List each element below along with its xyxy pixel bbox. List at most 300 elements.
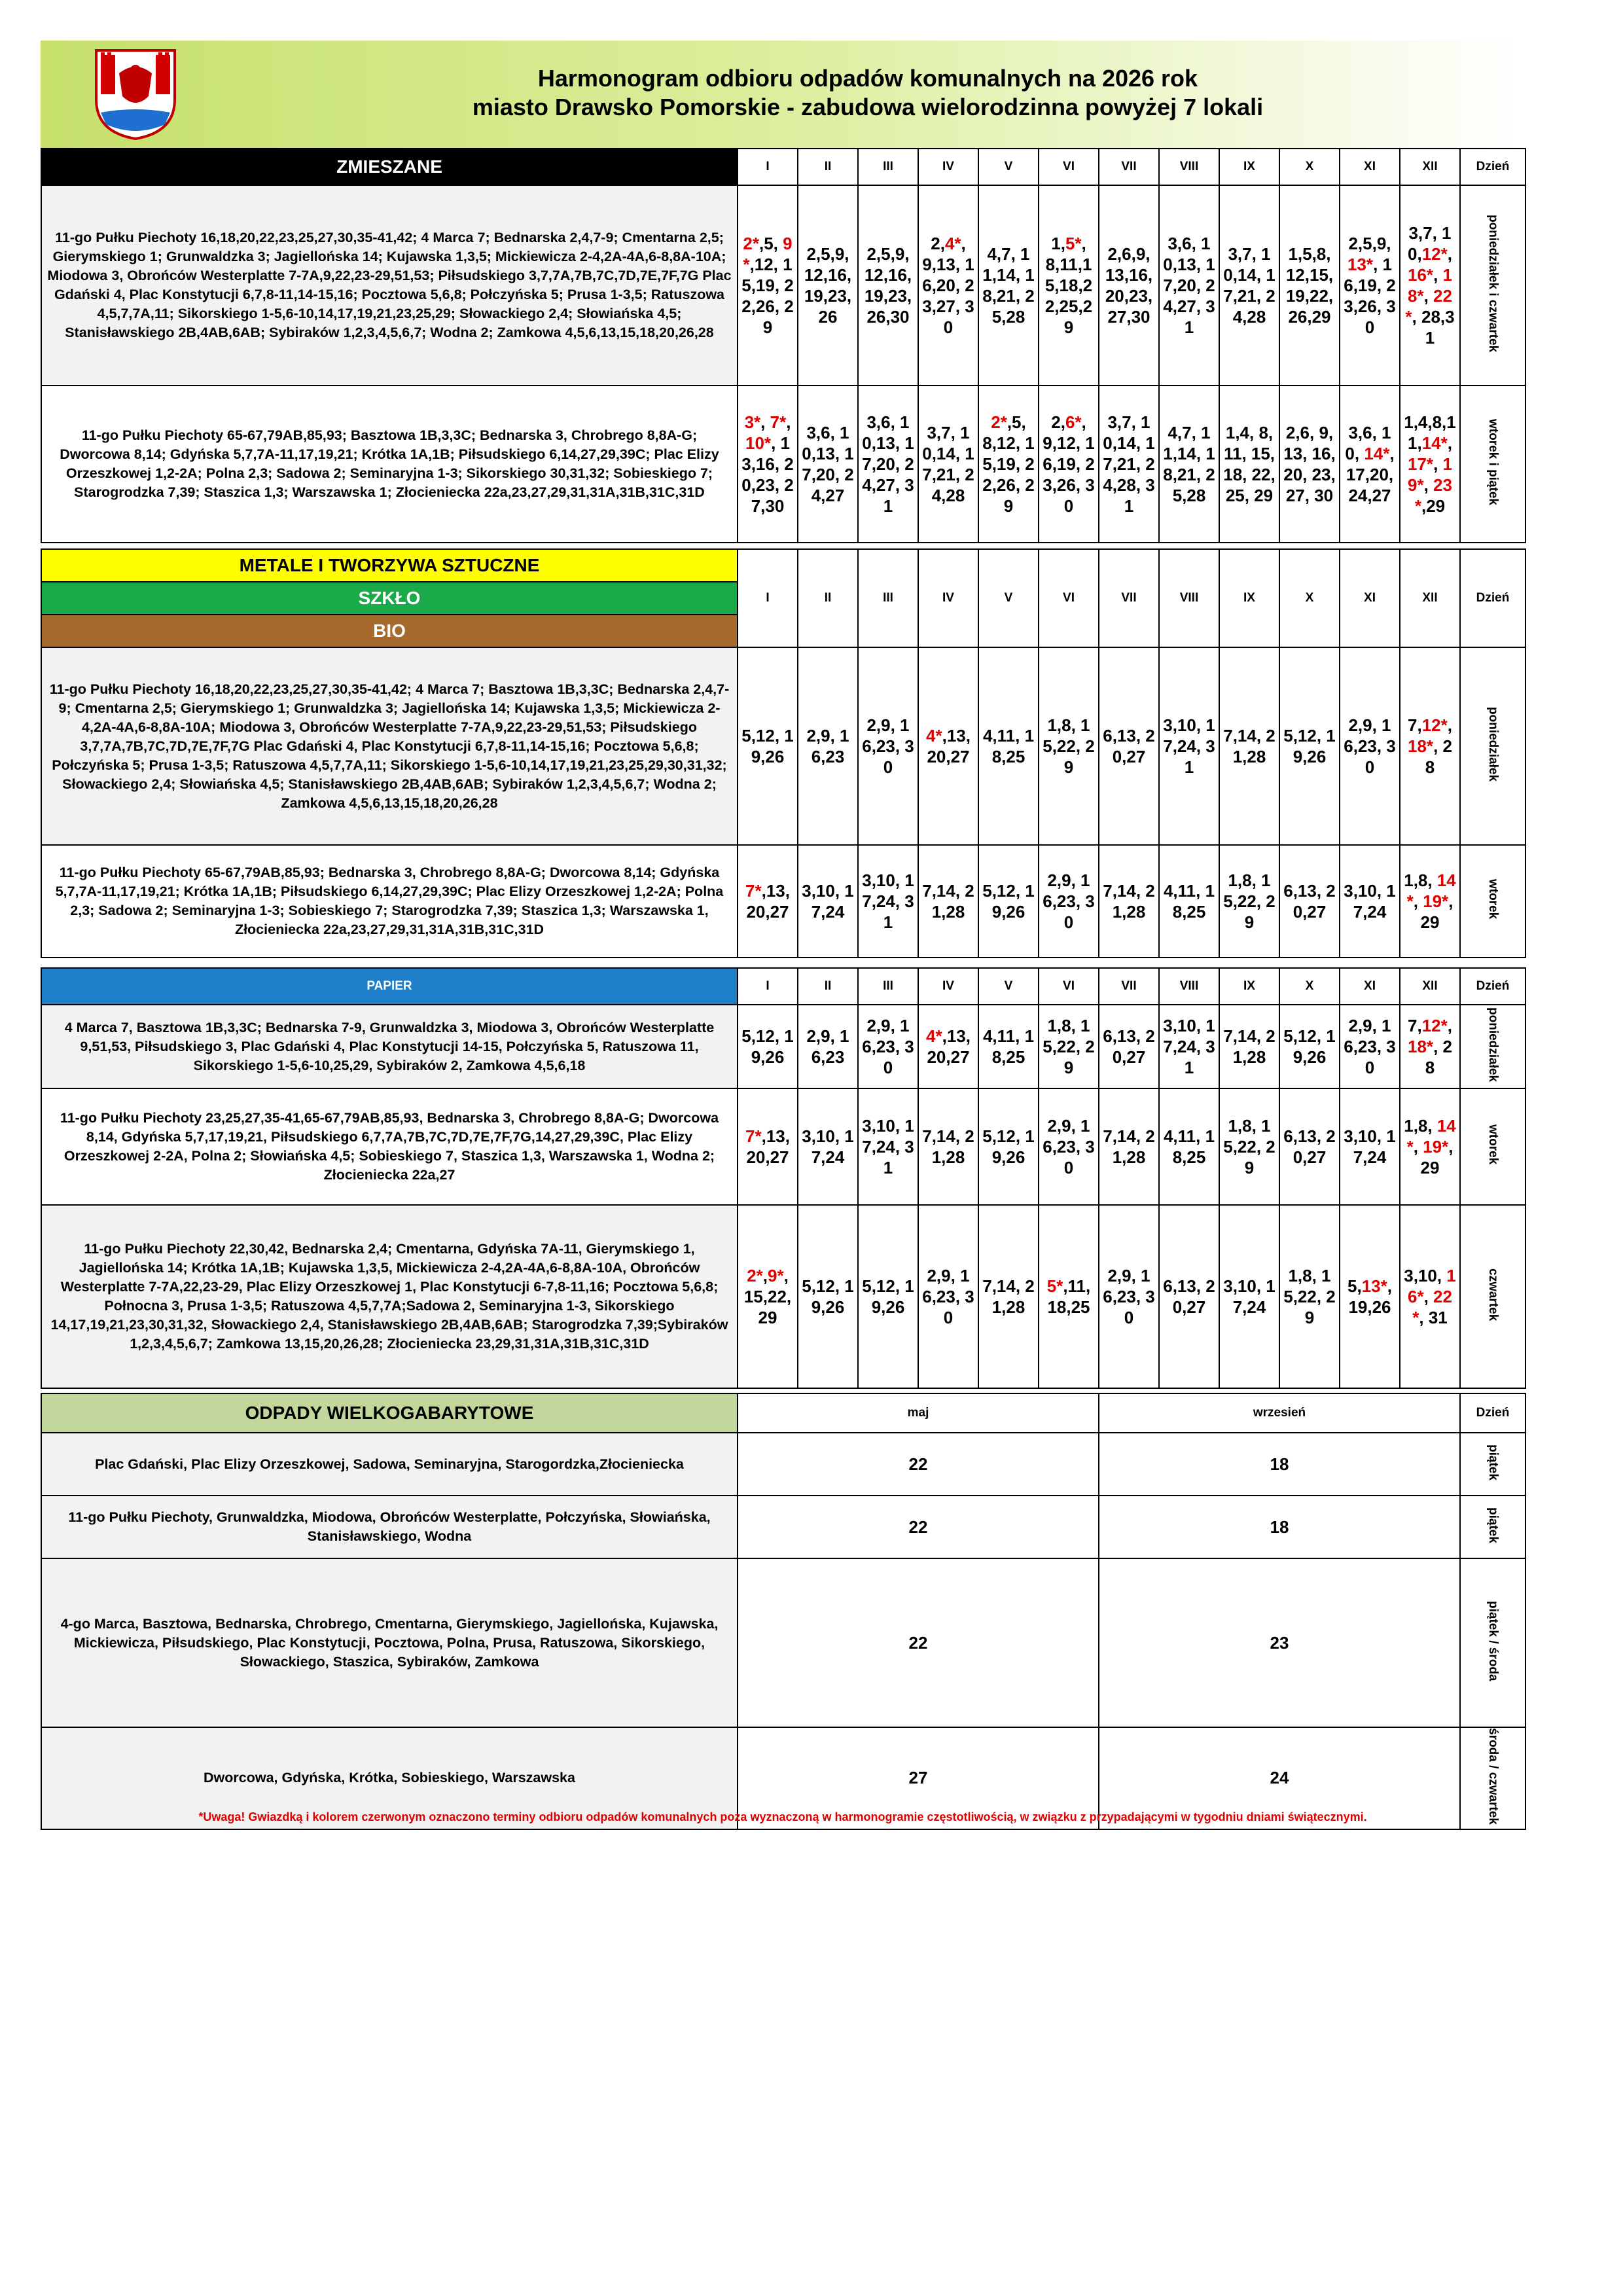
- date-wrzesien: 18: [1099, 1433, 1460, 1496]
- weekday-cell: [1460, 1558, 1525, 1727]
- date-text: 6,13, 20,27: [1103, 726, 1155, 766]
- dates-cell-iv: [918, 1205, 978, 1388]
- date-text: 3,7, 10,14, 17,21, 24,28: [922, 423, 974, 505]
- title-line-1: Harmonogram odbioru odpadów komunalnych na 2026 rok: [537, 65, 1198, 92]
- papier-table: [41, 967, 1526, 1389]
- month-header-iii: III: [858, 149, 918, 185]
- day-header: Dzień: [1460, 549, 1525, 647]
- date-text: 3,10, 17,24: [802, 881, 854, 922]
- month-header-ix: IX: [1219, 149, 1279, 185]
- holiday-date: 14*: [1406, 1116, 1456, 1157]
- month-header-xii: XII: [1400, 149, 1460, 185]
- dates-cell-v: [978, 1205, 1039, 1388]
- date-text: ,29: [1420, 1137, 1454, 1177]
- dates-cell-x: [1279, 845, 1340, 958]
- month-header-i: I: [738, 149, 798, 185]
- date-text: 4,7, 11,14, 18,21, 25,28: [1163, 423, 1215, 505]
- dates-cell-vii: [1099, 647, 1159, 845]
- weekday-cell: [1460, 1005, 1525, 1088]
- month-header-viii: VIII: [1159, 149, 1219, 185]
- date-text: 5,12, 19,26: [862, 1276, 914, 1317]
- date-text: 7,: [1408, 715, 1422, 735]
- dates-cell-i: [738, 386, 798, 543]
- dates-cell-vii: [1099, 386, 1159, 543]
- date-wrzesien: 23: [1099, 1558, 1460, 1727]
- month-header-vii: VII: [1099, 149, 1159, 185]
- holiday-date: 4*: [944, 234, 961, 253]
- address-cell: Plac Gdański, Plac Elizy Orzeszkowej, Sadowa, Seminaryjna, Starogordzka,Złocieniecka: [41, 1433, 738, 1496]
- date-text: 5,12, 19,26: [741, 726, 794, 766]
- dates-cell-ii: [798, 185, 858, 386]
- date-text: , 28: [1425, 1037, 1452, 1077]
- month-header-viii: VIII: [1159, 968, 1219, 1005]
- date-text: 3,6, 10,: [1345, 423, 1391, 463]
- weekday-cell: [1460, 845, 1525, 958]
- dates-cell-vii: [1099, 845, 1159, 958]
- month-header-vi: VI: [1039, 549, 1099, 647]
- holiday-date: 7*: [770, 412, 787, 432]
- date-text: , 9,12, 16,19, 23,26, 30: [1043, 412, 1095, 516]
- date-text: 6,13, 20,27: [1283, 881, 1336, 922]
- date-text: 1,8, 15,22, 29: [1043, 1016, 1095, 1077]
- date-maj: 22: [738, 1433, 1099, 1496]
- month-header-i: I: [738, 549, 798, 647]
- date-text: 2,6,9, 13,16, 20,23, 27,30: [1105, 244, 1153, 327]
- holiday-date: 6*: [1065, 412, 1082, 432]
- month-header-v: V: [978, 549, 1039, 647]
- date-text: 7,14, 21,28: [922, 1126, 974, 1167]
- schedule-row: [41, 1005, 1525, 1088]
- month-header-iv: IV: [918, 968, 978, 1005]
- coat-of-arms-icon: [93, 47, 178, 141]
- dates-cell-ix: [1219, 185, 1279, 386]
- month-header-iv: IV: [918, 149, 978, 185]
- month-header-iv: IV: [918, 549, 978, 647]
- address-cell: 11-go Pułku Piechoty 16,18,20,22,23,25,27,30,35-41,42; 4 Marca 7; Bednarska 2,4,7-9; Cmentarna 2,5; Gierymskiego 1; Grunwaldzka 3; Jagiellońska 14; Kujawska 1,3,5; Mickiewicza 2-4,2A-4A,6-8,8A-10A; Miodowa 3, Obrońców Westerplatte 7-7A,9,22,23-29,51,53; Piłsudskiego 3,7,7A,7B,7C,7D,7E,7F,7G Plac Gdański 4, Plac Konstytucji 6,7,8-11,14-15,16; Pocztowa 5,6,8; Połczyńska 5; Prusa 1-3,5; Ratuszowa 4,5,7,7A,11; Sikorskiego 1-5,6-10,14,17,19,21,23,25,29; Słowackiego 2,4; Słowiańska 4,5; Stanisławskiego 2B,4AB,6AB; Sybiraków 1,2,3,4,5,6,7; Wodna 2; Zamkowa 4,5,6,13,15,18,20,26,28: [41, 185, 738, 386]
- dates-cell-ii: [798, 845, 858, 958]
- month-header-xi: XI: [1340, 549, 1400, 647]
- month-header-i: I: [738, 968, 798, 1005]
- dates-cell-v: [978, 386, 1039, 543]
- address-cell: 11-go Pułku Piechoty, Grunwaldzka, Miodowa, Obrońców Westerplatte, Połczyńska, Słowiańska, Stanisławskiego, Wodna: [41, 1496, 738, 1558]
- date-text: 3,6, 10,13, 17,20, 24,27: [802, 423, 854, 505]
- dates-cell-xi: [1340, 1005, 1400, 1088]
- dates-cell-xii: [1400, 386, 1460, 543]
- dates-cell-x: [1279, 1088, 1340, 1205]
- month-header-xi: XI: [1340, 968, 1400, 1005]
- date-text: ,: [1423, 1287, 1434, 1306]
- address-cell: 4-go Marca, Basztowa, Bednarska, Chrobrego, Cmentarna, Gierymskiego, Jagiellońska, Kujawska, Mickiewicza, Piłsudskiego, Plac Konstytucji, Pocztowa, Polna, Prusa, Ratuszowa, Sikorskiego, Słowackiego, Staszica, Sybiraków, Zamkowa: [41, 1558, 738, 1727]
- segregowane-table: [41, 548, 1526, 958]
- date-text: 2,9, 16,23: [806, 726, 849, 766]
- schedule-row: [41, 845, 1525, 958]
- date-text: 7,14, 21,28: [1103, 881, 1155, 922]
- dates-cell-iii: [858, 386, 918, 543]
- date-text: , 17,20, 24,27: [1346, 444, 1395, 505]
- dates-cell-viii: [1159, 1088, 1219, 1205]
- date-text: 7,14, 21,28: [1223, 1026, 1275, 1067]
- dates-cell-xii: [1400, 647, 1460, 845]
- dates-cell-ii: [798, 1005, 858, 1088]
- holiday-date: 18*: [1408, 1037, 1434, 1056]
- date-text: 1,8, 15,22, 29: [1223, 1116, 1275, 1177]
- date-text: 4,11, 18,25: [982, 1026, 1035, 1067]
- dates-cell-ix: [1219, 845, 1279, 958]
- date-text: ,: [1413, 1137, 1423, 1157]
- weekday-cell: [1460, 1088, 1525, 1205]
- holiday-date: 3*: [744, 412, 761, 432]
- dates-cell-ix: [1219, 1205, 1279, 1388]
- zmieszane-header-row: [41, 149, 1525, 185]
- wielkogabarytowe-table: [41, 1393, 1526, 1830]
- dates-cell-vi: [1039, 386, 1099, 543]
- holiday-date: 18*: [1408, 736, 1434, 756]
- dates-cell-xii: [1400, 845, 1460, 958]
- date-text: 5,: [1347, 1276, 1362, 1296]
- date-text: ,5, 8,12, 15,19, 22,26, 29: [982, 412, 1035, 516]
- weekday-label: czwartek: [1486, 1268, 1500, 1321]
- dates-cell-iii: [858, 1005, 918, 1088]
- wielko-row: [41, 1496, 1525, 1558]
- date-text: 1,5,8, 12,15, 19,22, 26,29: [1285, 244, 1334, 327]
- weekday-label: wtorek i piątek: [1486, 419, 1500, 505]
- holiday-date: 19*: [1423, 891, 1449, 911]
- wielko-row: [41, 1558, 1525, 1727]
- weekday-cell: [1460, 1496, 1525, 1558]
- section-label-bio: BIO: [41, 615, 738, 647]
- month-header-xii: XII: [1400, 968, 1460, 1005]
- date-text: 2,5,9,: [1348, 234, 1391, 253]
- date-text: ,: [1413, 891, 1423, 911]
- schedule-row: [41, 185, 1525, 386]
- date-text: 2,9, 16,23, 30: [1043, 1116, 1095, 1177]
- date-text: 5,12, 19,26: [1283, 726, 1336, 766]
- date-text: 3,10, 17,24, 31: [862, 870, 914, 932]
- dates-cell-vi: [1039, 1088, 1099, 1205]
- date-text: 6,13, 20,27: [1163, 1276, 1215, 1317]
- section-label-wielkogabarytowe: ODPADY WIELKOGABARYTOWE: [41, 1393, 738, 1433]
- month-header-x: X: [1279, 968, 1340, 1005]
- weekday-label: wtorek: [1486, 879, 1500, 920]
- dates-cell-iv: [918, 1088, 978, 1205]
- month-header-xi: XI: [1340, 149, 1400, 185]
- holiday-date: 14*: [1364, 444, 1390, 463]
- dates-cell-ii: [798, 1205, 858, 1388]
- date-text: 4,11, 18,25: [982, 726, 1035, 766]
- papier-header-row: [41, 968, 1525, 1005]
- month-header-viii: VIII: [1159, 549, 1219, 647]
- dates-cell-ix: [1219, 647, 1279, 845]
- schedule-row: [41, 386, 1525, 543]
- weekday-cell: [1460, 1205, 1525, 1388]
- holiday-date: 9*: [743, 234, 793, 274]
- dates-cell-ix: [1219, 1005, 1279, 1088]
- day-header: Dzień: [1460, 1393, 1525, 1433]
- section-label-szklo: SZKŁO: [41, 582, 738, 615]
- date-text: 7,: [1408, 1016, 1422, 1035]
- month-header-xii: XII: [1400, 549, 1460, 647]
- date-text: 4,11, 18,25: [1163, 1126, 1215, 1167]
- date-text: 3,10,: [1404, 1266, 1447, 1285]
- month-header-wrzesien: wrzesień: [1099, 1393, 1460, 1433]
- holiday-date: 18*: [1408, 265, 1452, 306]
- holiday-date: 10*: [745, 433, 772, 453]
- date-text: 3,7, 10,14, 17,21, 24,28: [1223, 244, 1275, 327]
- holiday-date: 2*: [747, 1266, 763, 1285]
- dates-cell-i: [738, 1205, 798, 1388]
- date-text: 2,: [1051, 412, 1065, 432]
- dates-cell-xi: [1340, 185, 1400, 386]
- date-text: ,13, 20,27: [746, 881, 790, 922]
- dates-cell-ii: [798, 1088, 858, 1205]
- month-header-ii: II: [798, 968, 858, 1005]
- date-text: 2,9, 16,23, 30: [1344, 715, 1396, 777]
- weekday-label: piątek: [1486, 1507, 1500, 1543]
- holiday-date: 9*: [768, 1266, 784, 1285]
- zmieszane-table: [41, 148, 1526, 543]
- day-header: Dzień: [1460, 968, 1525, 1005]
- month-header-v: V: [978, 968, 1039, 1005]
- date-text: ,: [1423, 286, 1434, 306]
- dates-cell-xi: [1340, 647, 1400, 845]
- dates-cell-iii: [858, 185, 918, 386]
- date-text: 7,14, 21,28: [1223, 726, 1275, 766]
- dates-cell-xi: [1340, 1205, 1400, 1388]
- date-text: , 29: [1420, 891, 1454, 932]
- date-text: ,: [1447, 1016, 1452, 1035]
- date-text: , 31: [1419, 1308, 1448, 1327]
- dates-cell-ix: [1219, 386, 1279, 543]
- address-cell: Dworcowa, Gdyńska, Krótka, Sobieskiego, Warszawska: [41, 1727, 738, 1829]
- segregowane-header-row: [41, 549, 1525, 582]
- holiday-date: 4*: [926, 1026, 942, 1046]
- month-header-vi: VI: [1039, 968, 1099, 1005]
- weekday-label: środa / czwartek: [1486, 1728, 1500, 1825]
- section-label-papier: PAPIER: [41, 968, 738, 1005]
- dates-cell-v: [978, 185, 1039, 386]
- holiday-date: 13*: [1347, 255, 1374, 274]
- date-text: 1,4, 8,11, 15,18, 22,25, 29: [1223, 423, 1275, 505]
- holiday-date: 17*: [1408, 454, 1434, 474]
- weekday-cell: [1460, 185, 1525, 386]
- date-maj: 22: [738, 1496, 1099, 1558]
- month-header-ix: IX: [1219, 968, 1279, 1005]
- dates-cell-vii: [1099, 1088, 1159, 1205]
- date-text: ,11, 18,25: [1047, 1276, 1091, 1317]
- dates-cell-iii: [858, 647, 918, 845]
- date-text: 5,12, 19,26: [802, 1276, 854, 1317]
- dates-cell-v: [978, 1005, 1039, 1088]
- weekday-cell: [1460, 647, 1525, 845]
- dates-cell-vi: [1039, 185, 1099, 386]
- date-text: ,: [1433, 265, 1443, 285]
- holiday-date: 12*: [1421, 244, 1448, 264]
- holiday-date: 16*: [1408, 1266, 1456, 1306]
- date-text: ,13, 20,27: [927, 726, 971, 766]
- month-header-vii: VII: [1099, 549, 1159, 647]
- page-title: [237, 64, 1499, 122]
- date-text: 5,12, 19,26: [982, 881, 1035, 922]
- month-header-iii: III: [858, 968, 918, 1005]
- date-maj: 27: [738, 1727, 1099, 1829]
- wielko-row: [41, 1433, 1525, 1496]
- month-header-x: X: [1279, 549, 1340, 647]
- dates-cell-viii: [1159, 185, 1219, 386]
- title-line-2: miasto Drawsko Pomorskie - zabudowa wielorodzinna powyżej 7 lokali: [472, 94, 1264, 120]
- date-text: 7,14, 21,28: [1103, 1126, 1155, 1167]
- dates-cell-vii: [1099, 1005, 1159, 1088]
- dates-cell-i: [738, 1088, 798, 1205]
- dates-cell-ii: [798, 386, 858, 543]
- date-text: 5,12, 19,26: [741, 1026, 794, 1067]
- dates-cell-iv: [918, 647, 978, 845]
- date-text: ,: [1447, 244, 1452, 264]
- date-maj: 22: [738, 1558, 1099, 1727]
- wielko-header-row: [41, 1393, 1525, 1433]
- dates-cell-xii: [1400, 185, 1460, 386]
- dates-cell-xi: [1340, 386, 1400, 543]
- dates-cell-iii: [858, 1205, 918, 1388]
- date-text: 1,8, 15,22, 29: [1283, 1266, 1336, 1327]
- date-text: , 16,19, 23,26, 30: [1344, 255, 1396, 337]
- dates-cell-x: [1279, 386, 1340, 543]
- month-header-v: V: [978, 149, 1039, 185]
- month-header-ii: II: [798, 549, 858, 647]
- dates-cell-x: [1279, 1005, 1340, 1088]
- dates-cell-viii: [1159, 647, 1219, 845]
- holiday-date: 23*: [1414, 475, 1452, 516]
- date-text: 5,12, 19,26: [982, 1126, 1035, 1167]
- date-text: ,29: [1421, 496, 1446, 516]
- weekday-cell: [1460, 386, 1525, 543]
- dates-cell-vi: [1039, 1205, 1099, 1388]
- dates-cell-x: [1279, 1205, 1340, 1388]
- dates-cell-viii: [1159, 386, 1219, 543]
- weekday-cell: [1460, 1433, 1525, 1496]
- dates-cell-i: [738, 647, 798, 845]
- dates-cell-iv: [918, 845, 978, 958]
- date-text: 2,: [931, 234, 945, 253]
- date-text: 2,9, 16,23, 30: [862, 1016, 914, 1077]
- schedule-row: [41, 1088, 1525, 1205]
- dates-cell-vii: [1099, 1205, 1159, 1388]
- dates-cell-i: [738, 845, 798, 958]
- date-text: 3,10, 17,24: [802, 1126, 854, 1167]
- weekday-label: poniedziałek i czwartek: [1486, 214, 1500, 353]
- date-text: 6,13, 20,27: [1283, 1126, 1336, 1167]
- holiday-date: 22*: [1412, 1287, 1452, 1327]
- address-cell: 11-go Pułku Piechoty 65-67,79AB,85,93; Basztowa 1B,3,3C; Bednarska 3, Chrobrego 8,8A-G; Dworcowa 8,14; Gdyńska 5,7,7A-11,17,19,21; Krótka 1A,1B; Piłsudskiego 6,14,27,29,39C; Plac Elizy Orzeszkowej 1,2-2A; Polna 2,3; Sadowa 2; Seminaryjna 1-3; Sikorskiego 30,31,32; Sobieskiego 7; Starogrodzka 7,39; Staszica 1,3; Warszawska 1; Złocieniecka 22a,23,27,29,31,31A,31B,31C,31D: [41, 386, 738, 543]
- date-text: 1,8, 15,22, 29: [1223, 870, 1275, 932]
- holiday-date: 16*: [1408, 265, 1434, 285]
- date-text: 3,7, 10,14, 17,21, 24,28, 31: [1103, 412, 1155, 516]
- weekday-label: wtorek: [1486, 1124, 1500, 1165]
- date-text: 3,7, 10,: [1408, 223, 1452, 264]
- date-text: 2,9, 16,23: [806, 1026, 849, 1067]
- dates-cell-i: [738, 1005, 798, 1088]
- date-text: 7,14, 21,28: [922, 881, 974, 922]
- date-text: ,13, 20,27: [927, 1026, 971, 1067]
- date-text: 6,13, 20,27: [1103, 1026, 1155, 1067]
- holiday-date: 14*: [1406, 870, 1456, 911]
- month-header-maj: maj: [738, 1393, 1099, 1433]
- section-label-metale: METALE I TWORZYWA SZTUCZNE: [41, 549, 738, 582]
- section-label-zmieszane: ZMIESZANE: [41, 149, 738, 185]
- dates-cell-xii: [1400, 1205, 1460, 1388]
- address-cell: 11-go Pułku Piechoty 23,25,27,35-41,65-67,79AB,85,93, Bednarska 3, Chrobrego 8,8A-G; Dworcowa 8,14, Gdyńska 5,7,17,19,21, Piłsudskiego 6,7,7A,7B,7C,7D,7E,7F,7G,14,27,29,39C, Plac Elizy Orzeszkowej 2-2A, Polna 2; Słowiańska 4,5; Sobieskiego 7, Staszica 1,3, Warszawska 1, Wodna 2; Złocieniecka 22a,27: [41, 1088, 738, 1205]
- dates-cell-xii: [1400, 1005, 1460, 1088]
- month-header-iii: III: [858, 549, 918, 647]
- date-text: ,5,: [758, 234, 783, 253]
- holiday-date: 7*: [745, 881, 762, 901]
- month-header-vii: VII: [1099, 968, 1159, 1005]
- date-wrzesien: 18: [1099, 1496, 1460, 1558]
- date-text: 1,: [1051, 234, 1065, 253]
- date-text: 3,10, 17,24: [1223, 1276, 1275, 1317]
- month-header-ii: II: [798, 149, 858, 185]
- weekday-label: poniedziałek: [1486, 1007, 1500, 1083]
- date-text: 3,10, 17,24, 31: [1163, 1016, 1215, 1077]
- holiday-date: 4*: [926, 726, 942, 745]
- date-text: ,: [786, 412, 791, 432]
- date-text: ,: [1423, 475, 1434, 495]
- footnote: *Uwaga! Gwiazdką i kolorem czerwonym oznaczono terminy odbioru odpadów komunalnych poza wyznaczoną w harmonogramie częstotliwością, w związku z przypadającymi w tygodniu dniami świątecznymi.: [198, 1810, 1367, 1823]
- dates-cell-iii: [858, 845, 918, 958]
- date-text: ,12, 15,19, 22,26, 29: [741, 255, 794, 337]
- dates-cell-iii: [858, 1088, 918, 1205]
- dates-cell-viii: [1159, 845, 1219, 958]
- holiday-date: 22*: [1405, 286, 1452, 327]
- date-text: 3,10, 17,24, 31: [1163, 715, 1215, 777]
- dates-cell-viii: [1159, 1005, 1219, 1088]
- holiday-date: 5*: [1046, 1276, 1063, 1296]
- holiday-date: 14*: [1421, 433, 1448, 453]
- holiday-date: 7*: [745, 1126, 762, 1146]
- dates-cell-v: [978, 647, 1039, 845]
- date-text: 5,12, 19,26: [1283, 1026, 1336, 1067]
- date-text: 2,5,9, 12,16, 19,23, 26,30: [864, 244, 912, 327]
- dates-cell-i: [738, 185, 798, 386]
- dates-cell-xii: [1400, 1088, 1460, 1205]
- date-text: 4,7, 11,14, 18,21, 25,28: [982, 244, 1035, 327]
- month-header-x: X: [1279, 149, 1340, 185]
- dates-cell-xi: [1340, 1088, 1400, 1205]
- date-text: 1,4,8,1 1,: [1404, 412, 1456, 453]
- date-text: , 28,31: [1412, 307, 1455, 348]
- schedule-row: [41, 647, 1525, 845]
- date-text: , 15,22, 29: [743, 1266, 792, 1327]
- date-text: ,: [760, 412, 770, 432]
- holiday-date: 12*: [1421, 715, 1448, 735]
- date-text: ,: [1433, 454, 1443, 474]
- dates-cell-vi: [1039, 647, 1099, 845]
- date-text: 3,10, 17,24: [1344, 881, 1396, 922]
- date-text: 2,6, 9,13, 16,20, 23,27, 30: [1283, 423, 1336, 505]
- address-cell: 11-go Pułku Piechoty 65-67,79AB,85,93; Bednarska 3, Chrobrego 8,8A-G; Dworcowa 8,14; Gdyńska 5,7,7A-11,17,19,21; Krótka 1A,1B; Piłsudskiego 6,14,27,29,39C; Plac Elizy Orzeszkowej 1,2-2A; Polna 2,3; Sadowa 2; Seminaryjna 1-3; Sobieskiego 7; Starogrodzka 7,39; Staszica 1,3; Warszawska 1, Złocieniecka 22a,23,27,29,31,31A,31B,31C,31D: [41, 845, 738, 958]
- date-text: ,: [762, 1266, 768, 1285]
- address-cell: 4 Marca 7, Basztowa 1B,3,3C; Bednarska 7-9, Grunwaldzka 3, Miodowa 3, Obrońców Westerplatte 9,51,53, Piłsudskiego 3, Plac Gdański 4, Plac Konstytucji 14-15, Połczyńska 5, Ratuszowa 11, Sikorskiego 1-5,6-10,25,29, Sybiraków 2, Zamkowa 4,5,6,18: [41, 1005, 738, 1088]
- date-wrzesien: 24: [1099, 1727, 1460, 1829]
- date-text: 4,11, 18,25: [1163, 881, 1215, 922]
- month-header-vi: VI: [1039, 149, 1099, 185]
- holiday-date: 2*: [991, 412, 1007, 432]
- date-text: 3,10, 17,24: [1344, 1126, 1396, 1167]
- header-banner: [41, 41, 1525, 148]
- date-text: 3,10, 17,24, 31: [862, 1116, 914, 1177]
- date-text: 2,5,9, 12,16, 19,23, 26: [804, 244, 852, 327]
- month-header-ix: IX: [1219, 549, 1279, 647]
- dates-cell-vi: [1039, 1005, 1099, 1088]
